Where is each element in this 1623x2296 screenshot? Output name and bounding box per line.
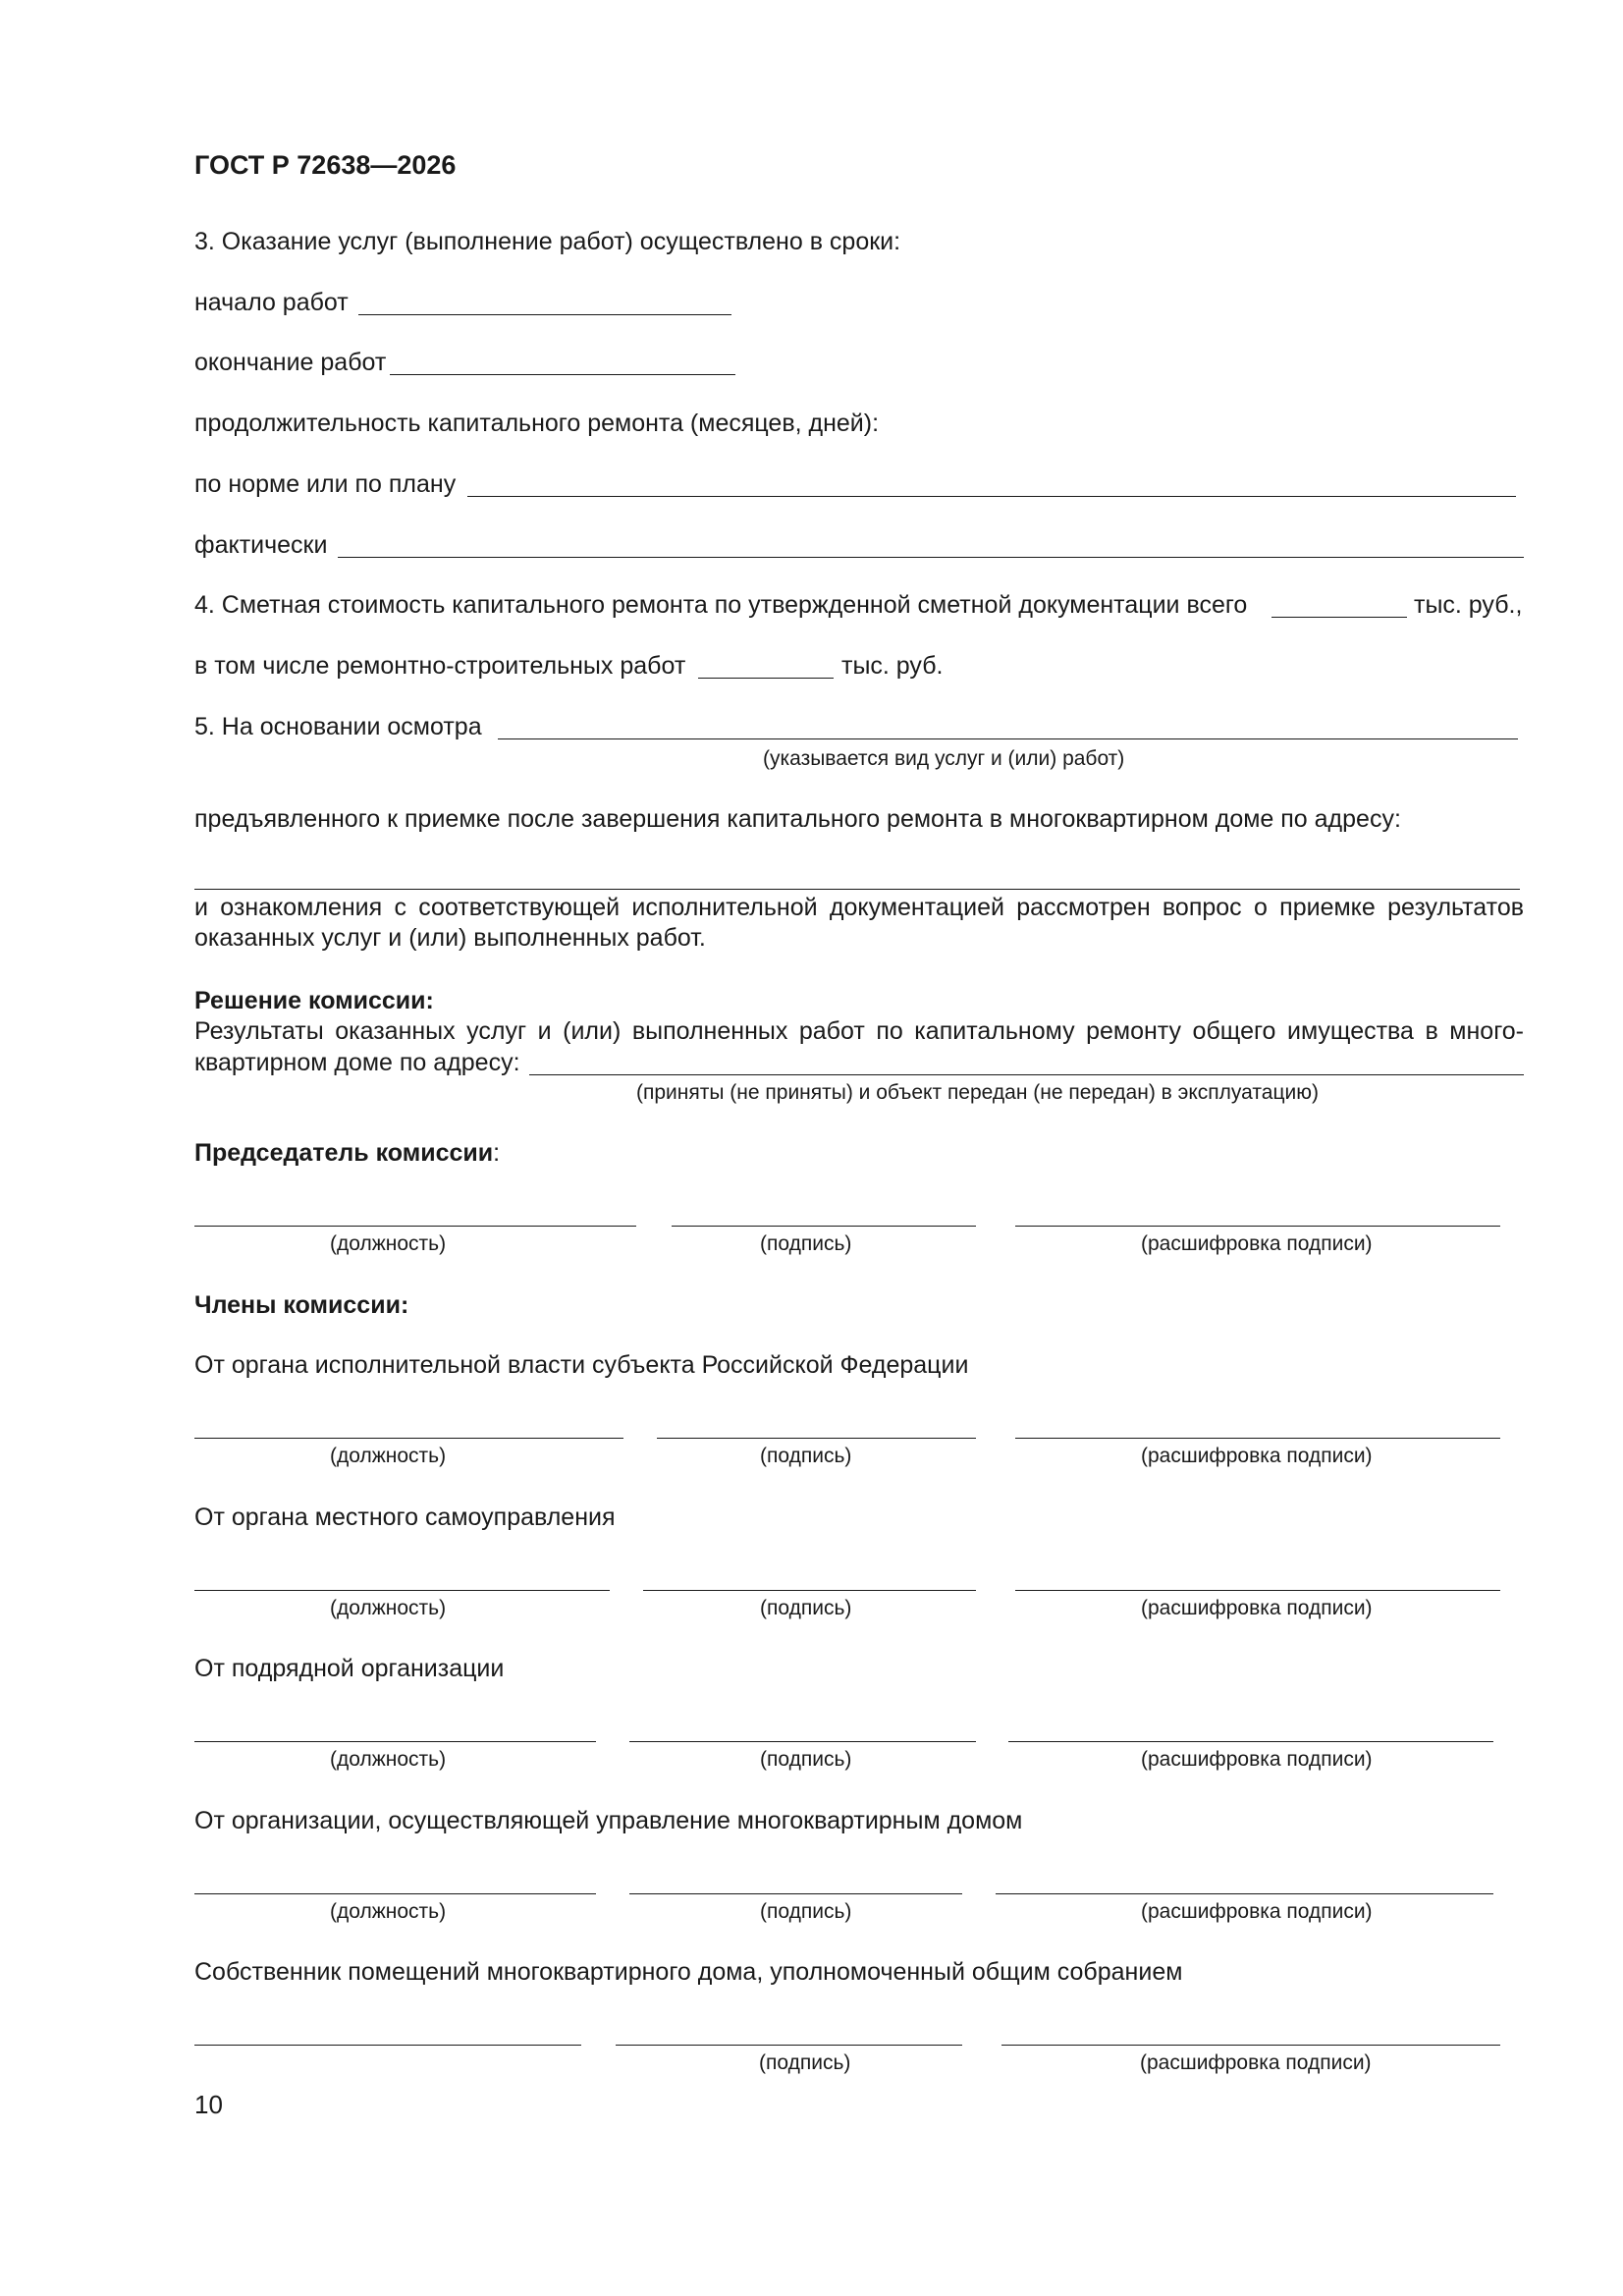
inspection-field[interactable] [498, 738, 1518, 739]
decision-line2: квартирном доме по адресу: [194, 1049, 520, 1076]
member4-signature-caption: (подпись) [760, 1900, 852, 1923]
decision-heading: Решение комиссии: [194, 987, 434, 1014]
member1-position-field[interactable] [194, 1438, 623, 1439]
members-heading: Члены комиссии: [194, 1291, 409, 1319]
chairman-decoding-caption: (расшифровка подписи) [1141, 1232, 1373, 1255]
item4-line2: в том числе ремонтно-строительных работ [194, 652, 686, 680]
decision-result-field[interactable] [529, 1074, 1524, 1075]
item5-label: 5. На основании осмотра [194, 713, 482, 740]
member2-signature-caption: (подпись) [760, 1597, 852, 1619]
item4-line1: 4. Сметная стоимость капитального ремонта по утвержденной сметной документации всего [194, 591, 1248, 619]
total-cost-unit: тыс. руб., [1414, 591, 1523, 619]
member2-position-caption: (должность) [330, 1597, 447, 1619]
member2-decoding-caption: (расшифровка подписи) [1141, 1597, 1373, 1619]
member1-decoding-caption: (расшифровка подписи) [1141, 1445, 1373, 1467]
chairman-signature-field[interactable] [672, 1226, 976, 1227]
address-field[interactable] [194, 889, 1520, 890]
presented-text: предъявленного к приемке после завершения капитального ремонта в многоквартирном доме по адресу: [194, 805, 1401, 833]
member-group-label: От органа исполнительной власти субъекта Российской Федерации [194, 1351, 969, 1379]
chairman-position-field[interactable] [194, 1226, 636, 1227]
owner-signature-field[interactable] [616, 2045, 962, 2046]
chairman-decoding-field[interactable] [1015, 1226, 1500, 1227]
chairman-signature-caption: (подпись) [760, 1232, 852, 1255]
start-label: начало работ [194, 289, 349, 316]
inspection-caption: (указывается вид услуг и (или) работ) [763, 747, 1125, 770]
owner-position-field[interactable] [194, 2045, 581, 2046]
member4-decoding-caption: (расшифровка подписи) [1141, 1900, 1373, 1923]
member2-position-field[interactable] [194, 1590, 610, 1591]
item3-intro: 3. Оказание услуг (выполнение работ) осуществлено в сроки: [194, 228, 901, 255]
member3-signature-field[interactable] [629, 1741, 976, 1742]
member2-signature-field[interactable] [643, 1590, 976, 1591]
actual-label: фактически [194, 531, 328, 559]
member1-decoding-field[interactable] [1015, 1438, 1500, 1439]
chairman-colon: : [493, 1139, 501, 1167]
chairman-heading: Председатель комиссии [194, 1139, 494, 1167]
duration-label: продолжительность капитального ремонта (месяцев, дней): [194, 410, 880, 437]
page-number: 10 [194, 2090, 223, 2119]
member3-decoding-field[interactable] [1008, 1741, 1493, 1742]
member-group-label: От подрядной организации [194, 1655, 505, 1682]
member-group-label: От органа местного самоуправления [194, 1503, 616, 1531]
end-label: окончание работ [194, 349, 387, 376]
construction-cost-unit: тыс. руб. [841, 652, 944, 680]
decision-caption: (приняты (не приняты) и объект передан (не передан) в эксплуатацию) [636, 1081, 1319, 1104]
member-group-label: Собственник помещений многоквартирного дома, уполномоченный общим собранием [194, 1958, 1183, 1986]
document-header: ГОСТ Р 72638—2026 [194, 150, 457, 180]
member3-decoding-caption: (расшифровка подписи) [1141, 1748, 1373, 1771]
norm-label: по норме или по плану [194, 470, 457, 498]
end-date-field[interactable] [390, 374, 735, 375]
member4-position-field[interactable] [194, 1893, 596, 1894]
review-paragraph: и ознакомления с соответствующей исполнительной документацией рассмотрен вопрос о приемке результатов оказанных услуг и (или) выполненных работ. [194, 894, 1524, 952]
start-date-field[interactable] [358, 314, 731, 315]
member4-decoding-field[interactable] [996, 1893, 1493, 1894]
total-cost-field[interactable] [1271, 617, 1407, 618]
member4-position-caption: (должность) [330, 1900, 447, 1923]
member-group-label: От организации, осуществляющей управление многоквартирным домом [194, 1807, 1023, 1834]
member3-signature-caption: (подпись) [760, 1748, 852, 1771]
member2-decoding-field[interactable] [1015, 1590, 1500, 1591]
norm-duration-field[interactable] [467, 496, 1516, 497]
actual-duration-field[interactable] [338, 557, 1524, 558]
member1-position-caption: (должность) [330, 1445, 447, 1467]
decision-line1: Результаты оказанных услуг и (или) выполненных работ по капитальному ремонту общего имущества в много- [194, 1017, 1524, 1045]
member1-signature-caption: (подпись) [760, 1445, 852, 1467]
owner-decoding-caption: (расшифровка подписи) [1140, 2051, 1372, 2074]
owner-signature-caption: (подпись) [759, 2051, 851, 2074]
member4-signature-field[interactable] [629, 1893, 962, 1894]
owner-decoding-field[interactable] [1001, 2045, 1500, 2046]
member1-signature-field[interactable] [657, 1438, 976, 1439]
member3-position-field[interactable] [194, 1741, 596, 1742]
chairman-position-caption: (должность) [330, 1232, 447, 1255]
construction-cost-field[interactable] [698, 678, 834, 679]
member3-position-caption: (должность) [330, 1748, 447, 1771]
